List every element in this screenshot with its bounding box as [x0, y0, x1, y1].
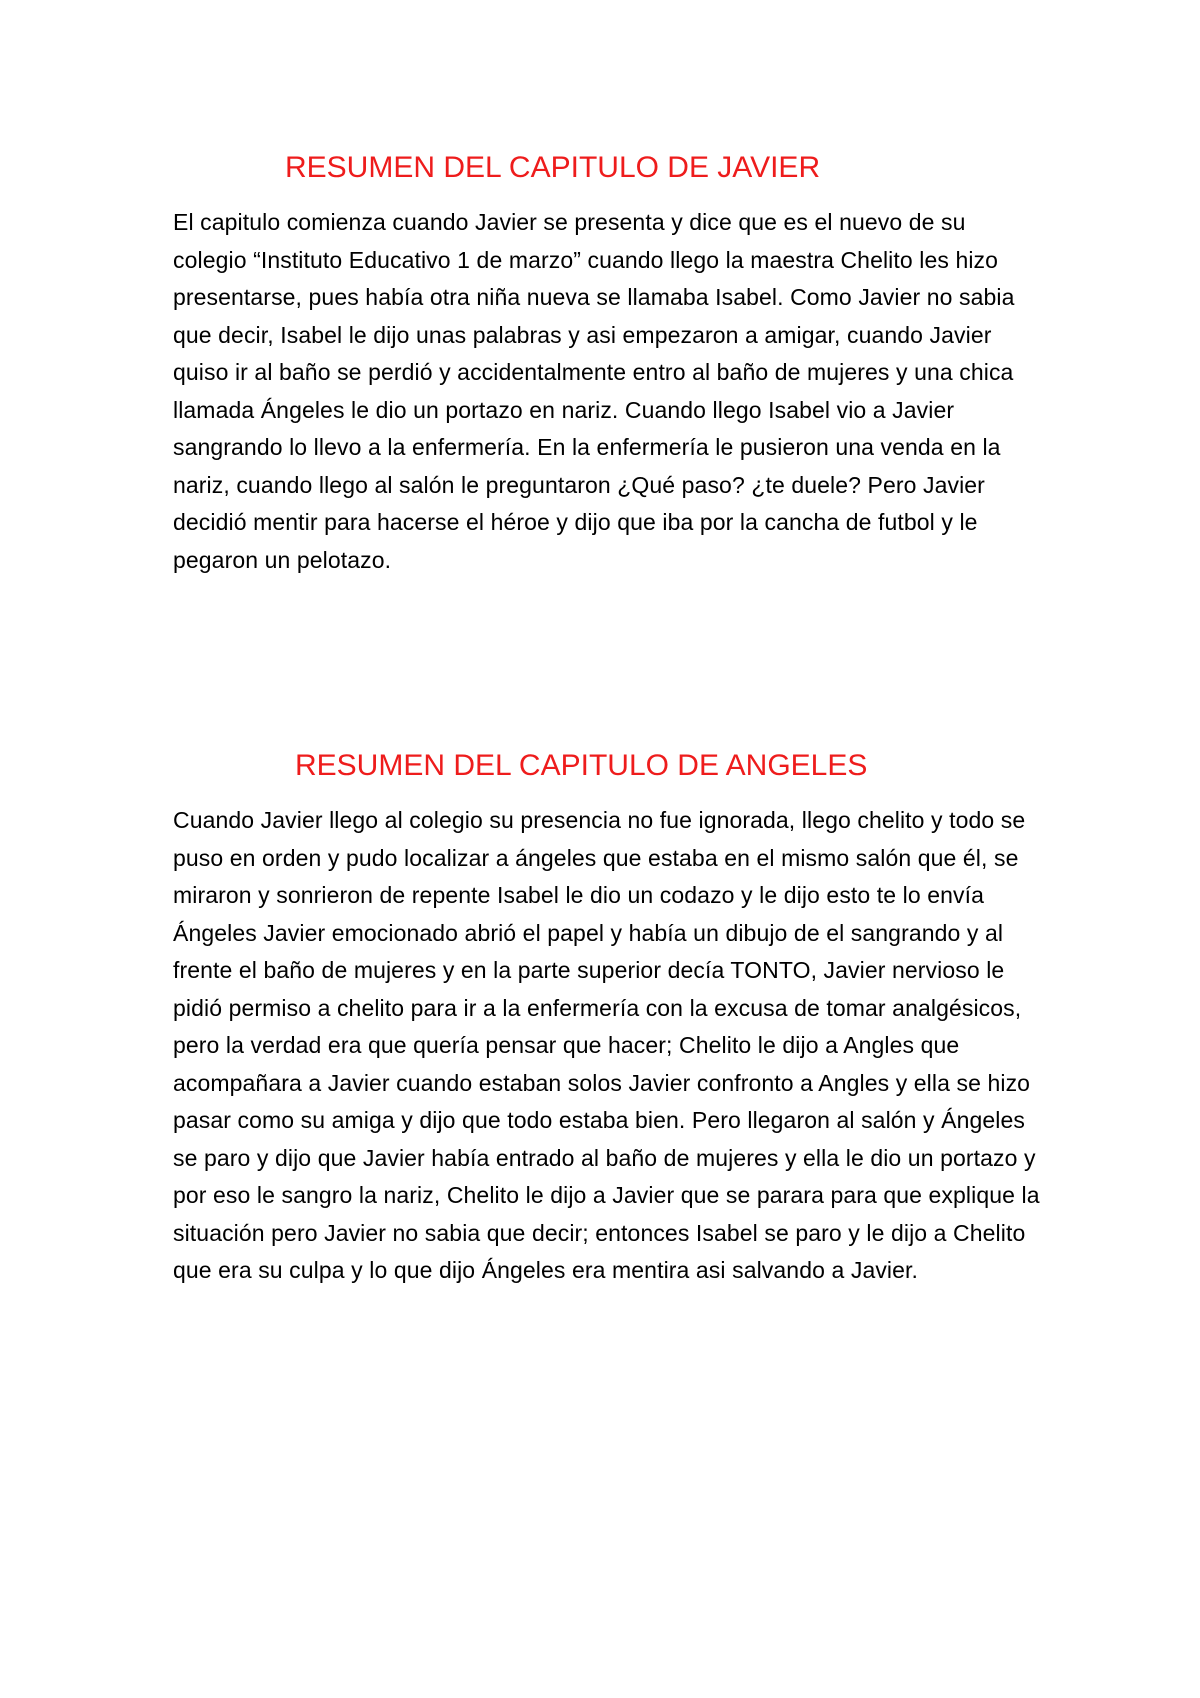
section-heading: RESUMEN DEL CAPITULO DE JAVIER: [285, 151, 821, 184]
section-paragraph: El capitulo comienza cuando Javier se presenta y dice que es el nuevo de su colegio “Instituto Educativo 1 de marzo” cuando llego la maestra Chelito les hizo presentarse, pues había otra niña nueva se llamaba Isabel. Como Javier no sabia que decir, Isabel le dijo unas palabras y asi empezaron a amigar, cuando Javier quiso ir al baño se perdió y accidentalmente entro al baño de mujeres y una chica llamada Ángeles le dio un portazo en nariz. Cuando llego Isabel vio a Javier sangrando lo llevo a la enfermería. En la enfermería le pusieron una venda en la nariz, cuando llego al salón le preguntaron ¿Qué paso? ¿te duele? Pero Javier decidió mentir para hacerse el héroe y dijo que iba por la cancha de futbol y le pegaron un pelotazo.: [173, 209, 1015, 573]
section-heading: RESUMEN DEL CAPITULO DE ANGELES: [295, 749, 868, 782]
angeles-summary-section: [173, 748, 1043, 1290]
section-paragraph: Cuando Javier llego al colegio su presencia no fue ignorada, llego chelito y todo se puso en orden y pudo localizar a ángeles que estaba en el mismo salón que él, se miraron y sonrieron de repente Isabel le dio un codazo y le dijo esto te lo envía Ángeles Javier emocionado abrió el papel y había un dibujo de el sangrando y al frente el baño de mujeres y en la parte superior decía TONTO, Javier nervioso le pidió permiso a chelito para ir a la enfermería con la excusa de tomar analgésicos, pero la verdad era que quería pensar que hacer; Chelito le dijo a Angles que acompañara a Javier cuando estaban solos Javier confronto a Angles y ella se hizo pasar como su amiga y dijo que todo estaba bien. Pero llegaron al salón y Ángeles se paro y dijo que Javier había entrado al baño de mujeres y ella le dio un portazo y por eso le sangro la nariz, Chelito le dijo a Javier que se parara para que explique la situación pero Javier no sabia que decir; entonces Isabel se paro y le dijo a Chelito que era su culpa y lo que dijo Ángeles era mentira asi salvando a Javier.: [173, 807, 1040, 1283]
javier-summary-section: [173, 150, 1043, 579]
